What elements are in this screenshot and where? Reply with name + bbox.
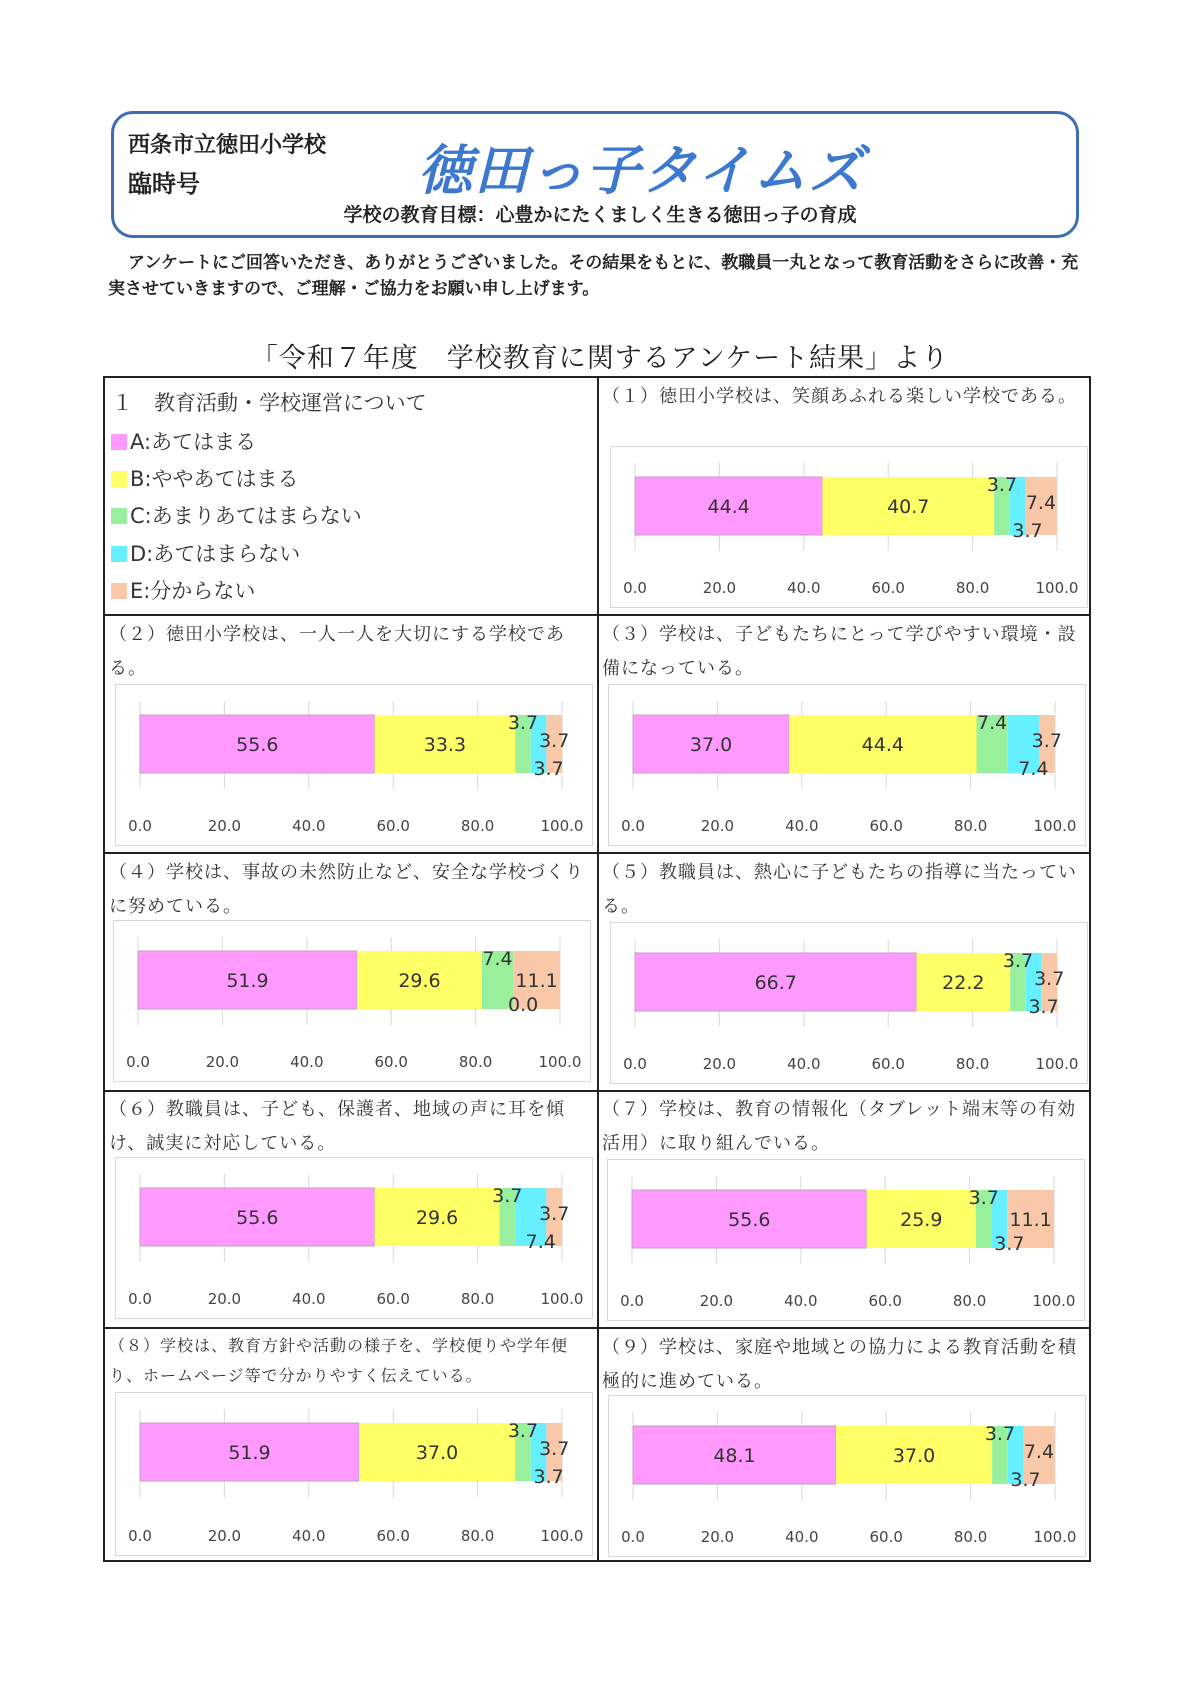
tick-label: 20.0 xyxy=(699,1292,734,1310)
tick-label: 80.0 xyxy=(460,1290,495,1308)
question-3-text: （３）学校は、子どもたちにとって学びやすい環境・設備になっている。 xyxy=(602,624,1077,679)
legend-label: A:あてはまる xyxy=(130,430,257,454)
data-label: 3.7 xyxy=(1034,968,1065,990)
chart-q3-svg xyxy=(609,685,1085,845)
data-label: 3.7 xyxy=(984,1423,1016,1445)
data-label: 48.1 xyxy=(713,1445,756,1467)
data-label: 3.7 xyxy=(994,1233,1025,1255)
tick-label: 0.0 xyxy=(620,1292,644,1310)
tick-label: 80.0 xyxy=(953,817,988,835)
question-5-text: （５）教職員は、熱心に子どもたちの指導に当たっている。 xyxy=(602,862,1077,917)
tick-label: 0.0 xyxy=(623,1055,647,1073)
tick-label: 0.0 xyxy=(128,1290,152,1308)
data-label: 37.0 xyxy=(689,734,733,756)
tick-label: 20.0 xyxy=(207,817,242,835)
tick-label: 100.0 xyxy=(1033,1528,1077,1546)
chart-q7 xyxy=(607,1159,1085,1321)
tick-label: 40.0 xyxy=(785,817,819,835)
data-label: 44.4 xyxy=(707,496,750,518)
data-label: 29.6 xyxy=(398,970,441,992)
chart-q5-svg xyxy=(611,923,1087,1083)
legend-swatch xyxy=(111,471,127,487)
survey-title: 「令和７年度 学校教育に関するアンケート結果」より xyxy=(250,343,950,374)
data-label: 66.7 xyxy=(754,972,797,994)
chart-q1-svg xyxy=(611,447,1087,607)
tick-label: 60.0 xyxy=(871,1055,905,1073)
tick-label: 0.0 xyxy=(621,1528,645,1546)
question-4-text: （４）学校は、事故の未然防止など、安全な学校づくりに努めている。 xyxy=(109,862,584,917)
tick-label: 60.0 xyxy=(376,817,410,835)
tick-label: 0.0 xyxy=(621,817,645,835)
tick-label: 40.0 xyxy=(292,1527,326,1545)
data-label: 29.6 xyxy=(415,1207,459,1229)
tick-label: 100.0 xyxy=(1035,1055,1079,1073)
chart-q1 xyxy=(610,446,1088,608)
tick-label: 80.0 xyxy=(952,1292,987,1310)
data-label: 55.6 xyxy=(236,734,279,756)
tick-label: 40.0 xyxy=(292,817,326,835)
legend-label: B:ややあてはまる xyxy=(130,467,299,491)
newsletter-title: 徳田っ子タイムズ xyxy=(418,139,865,202)
data-label: 7.4 xyxy=(525,1231,556,1253)
data-label: 7.4 xyxy=(1023,1441,1055,1463)
chart-q4-svg xyxy=(114,921,590,1081)
tick-label: 60.0 xyxy=(871,579,905,597)
data-label: 44.4 xyxy=(861,734,904,756)
tick-label: 0.0 xyxy=(128,817,152,835)
data-label: 3.7 xyxy=(1031,730,1062,752)
legend-label: D:あてはまらない xyxy=(130,542,301,566)
chart-q8-svg xyxy=(116,1393,592,1555)
tick-label: 100.0 xyxy=(540,1527,584,1545)
legend-label: C:あまりあてはまらない xyxy=(130,504,362,528)
data-label: 3.7 xyxy=(1010,1469,1041,1491)
tick-label: 60.0 xyxy=(376,1290,410,1308)
legend-section-title: １ 教育活動・学校運営について xyxy=(112,391,427,415)
legend-item-d xyxy=(111,538,300,568)
tick-label: 100.0 xyxy=(1033,817,1077,835)
data-label: 7.4 xyxy=(1018,758,1049,780)
grid-divider-row4 xyxy=(103,1327,1091,1329)
data-label: 3.7 xyxy=(1002,950,1034,972)
tick-label: 20.0 xyxy=(700,1528,735,1546)
tick-label: 60.0 xyxy=(374,1053,408,1071)
tick-label: 100.0 xyxy=(538,1053,582,1071)
data-label: 25.9 xyxy=(900,1209,943,1231)
chart-q8 xyxy=(115,1392,593,1556)
chart-q9-svg xyxy=(609,1396,1085,1556)
chart-q9 xyxy=(608,1395,1086,1557)
tick-label: 20.0 xyxy=(205,1053,240,1071)
chart-q5 xyxy=(610,922,1088,1084)
tick-label: 20.0 xyxy=(700,817,735,835)
data-label: 3.7 xyxy=(968,1187,999,1209)
tick-label: 100.0 xyxy=(1032,1292,1076,1310)
tick-label: 100.0 xyxy=(540,817,584,835)
data-label: 3.7 xyxy=(492,1185,523,1207)
tick-label: 40.0 xyxy=(292,1290,326,1308)
question-9-text: （９）学校は、家庭や地域との協力による教育活動を積極的に進めている。 xyxy=(602,1337,1077,1392)
data-label: 51.9 xyxy=(228,1442,271,1464)
data-label: 0.0 xyxy=(508,994,539,1016)
data-label: 40.7 xyxy=(887,496,930,518)
tick-label: 60.0 xyxy=(868,1292,902,1310)
data-label: 7.4 xyxy=(1025,492,1057,514)
tick-label: 80.0 xyxy=(955,579,990,597)
tick-label: 80.0 xyxy=(458,1053,493,1071)
legend-swatch xyxy=(111,434,127,450)
tick-label: 40.0 xyxy=(290,1053,324,1071)
issue-label: 臨時号 xyxy=(128,170,200,198)
data-label: 3.7 xyxy=(1012,520,1043,542)
grid-divider-vertical xyxy=(597,376,599,1562)
grid-divider-row3 xyxy=(103,1090,1091,1092)
legend-item-c xyxy=(111,500,362,530)
data-label: 3.7 xyxy=(1028,996,1059,1018)
data-label: 11.1 xyxy=(515,970,558,992)
legend-swatch xyxy=(111,508,127,524)
question-8-text: （８）学校は、教育方針や活動の様子を、学校便りや学年便り、ホームページ等で分かりやすく伝えている。 xyxy=(109,1336,569,1385)
grid-divider-row2 xyxy=(103,852,1091,854)
tick-label: 80.0 xyxy=(460,817,495,835)
data-label: 3.7 xyxy=(539,730,570,752)
chart-q7-svg xyxy=(608,1160,1084,1320)
data-label: 3.7 xyxy=(507,1420,539,1442)
data-label: 7.4 xyxy=(977,712,1008,734)
chart-q3 xyxy=(608,684,1086,846)
data-label: 3.7 xyxy=(533,758,564,780)
tick-label: 80.0 xyxy=(460,1527,495,1545)
chart-q2 xyxy=(115,684,593,846)
legend-label: E:分からない xyxy=(130,579,256,603)
data-label: 3.7 xyxy=(507,712,539,734)
question-2-text: （２）徳田小学校は、一人一人を大切にする学校である。 xyxy=(109,624,565,679)
tick-label: 20.0 xyxy=(207,1290,242,1308)
tick-label: 40.0 xyxy=(787,579,821,597)
intro-text: アンケートにご回答いただき、ありがとうございました。その結果をもとに、教職員一丸となって教育活動をさらに改善・充実させていきますので、ご理解・ご協力をお願い申し上げます。 xyxy=(108,253,1079,299)
data-label: 11.1 xyxy=(1009,1209,1052,1231)
legend-item-b xyxy=(111,463,298,493)
grid-divider-row1 xyxy=(103,614,1091,616)
data-label: 37.0 xyxy=(892,1445,936,1467)
tick-label: 20.0 xyxy=(702,1055,737,1073)
chart-q6-svg xyxy=(116,1158,592,1318)
question-7-text: （７）学校は、教育の情報化（タブレット端末等の有効活用）に取り組んでいる。 xyxy=(602,1099,1077,1154)
tick-label: 80.0 xyxy=(953,1528,988,1546)
legend-swatch xyxy=(111,546,127,562)
tick-label: 100.0 xyxy=(540,1290,584,1308)
question-6-text: （６）教職員は、子ども、保護者、地域の声に耳を傾け、誠実に対応している。 xyxy=(109,1099,565,1154)
legend-item-e xyxy=(111,575,255,605)
data-label: 3.7 xyxy=(539,1438,570,1460)
question-1-text: （１）徳田小学校は、笑顔あふれる楽しい学校である。 xyxy=(602,386,1077,407)
tick-label: 0.0 xyxy=(126,1053,150,1071)
data-label: 55.6 xyxy=(236,1207,279,1229)
tick-label: 40.0 xyxy=(784,1292,818,1310)
tick-label: 60.0 xyxy=(869,817,903,835)
data-label: 7.4 xyxy=(482,948,513,970)
data-label: 3.7 xyxy=(986,474,1018,496)
chart-q2-svg xyxy=(116,685,592,845)
tick-label: 20.0 xyxy=(702,579,737,597)
tick-label: 0.0 xyxy=(128,1527,152,1545)
tick-label: 100.0 xyxy=(1035,579,1079,597)
tick-label: 40.0 xyxy=(787,1055,821,1073)
data-label: 51.9 xyxy=(226,970,269,992)
school-name: 西条市立徳田小学校 xyxy=(128,133,327,158)
legend-item-a xyxy=(111,426,256,456)
tick-label: 60.0 xyxy=(376,1527,410,1545)
data-label: 22.2 xyxy=(942,972,985,994)
chart-q4 xyxy=(113,920,591,1082)
chart-q6 xyxy=(115,1157,593,1319)
tick-label: 20.0 xyxy=(207,1527,242,1545)
data-label: 37.0 xyxy=(415,1442,459,1464)
tick-label: 40.0 xyxy=(785,1528,819,1546)
education-goal: 学校の教育目標：心豊かにたくましく生きる徳田っ子の育成 xyxy=(343,204,857,226)
data-label: 3.7 xyxy=(533,1466,564,1488)
legend-swatch xyxy=(111,583,127,599)
tick-label: 60.0 xyxy=(869,1528,903,1546)
data-label: 3.7 xyxy=(539,1203,570,1225)
data-label: 55.6 xyxy=(728,1209,771,1231)
data-label: 33.3 xyxy=(423,734,467,756)
tick-label: 0.0 xyxy=(623,579,647,597)
tick-label: 80.0 xyxy=(955,1055,990,1073)
